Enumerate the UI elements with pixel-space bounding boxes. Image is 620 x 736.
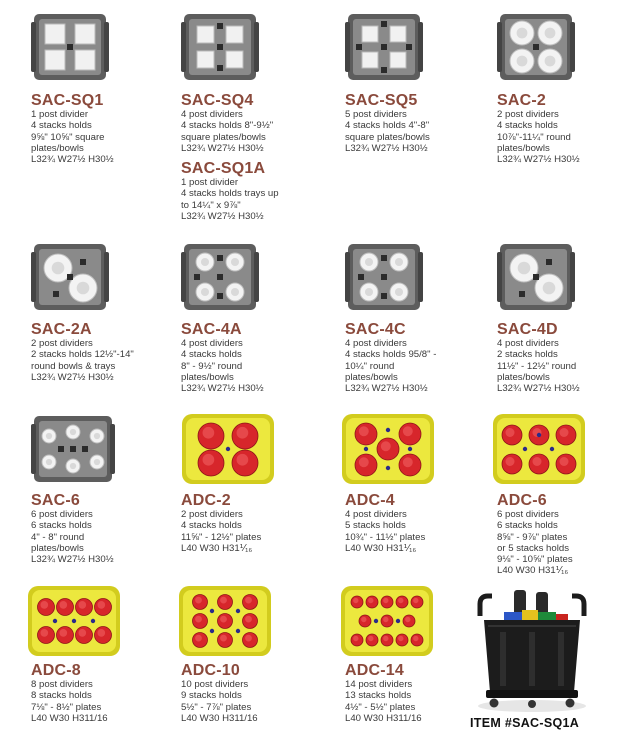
- plate-square: [390, 52, 406, 68]
- divider-post: [364, 447, 368, 451]
- divider-post: [381, 67, 387, 73]
- product-sac-2: [497, 8, 620, 165]
- product-adc-2: [181, 410, 331, 554]
- divider-post: [58, 446, 64, 452]
- divider-post: [386, 466, 390, 470]
- photo-caster: [490, 699, 499, 708]
- divider-post: [194, 274, 200, 280]
- photo-rib: [558, 632, 564, 686]
- divider-post: [210, 629, 214, 633]
- divider-post: [396, 619, 400, 623]
- product-sac-6-image: [31, 410, 115, 488]
- plate-highlight: [195, 616, 202, 623]
- plate-disc-center: [77, 282, 90, 295]
- plate-highlight: [368, 598, 373, 603]
- divider-post: [53, 619, 57, 623]
- plate-disc-center: [518, 262, 531, 275]
- plate-highlight: [220, 597, 227, 604]
- product-name: SAC-6: [31, 492, 81, 509]
- product-photo-sac-sq1a: [470, 582, 594, 714]
- product-name: SAC-SQ1: [31, 92, 104, 109]
- divider-post: [533, 274, 539, 280]
- plate-highlight: [368, 636, 373, 641]
- plate-square: [197, 51, 214, 68]
- plate-highlight: [560, 457, 569, 466]
- product-sac-6: [31, 410, 181, 565]
- product-desc: 8 post dividers 8 stacks holds 7⅛" - 8½" plates L40 W30 H311/16: [31, 679, 108, 724]
- divider-post: [53, 291, 59, 297]
- divider-post: [381, 255, 387, 261]
- plate-disc-center: [94, 433, 100, 439]
- plate-square: [197, 26, 214, 43]
- tray-handle: [345, 22, 350, 72]
- product-sac-2a: [31, 238, 181, 383]
- product-name: SAC-SQ5: [345, 92, 418, 109]
- tray-handle: [181, 252, 186, 302]
- tray-handle: [497, 252, 502, 302]
- plate-highlight: [381, 441, 391, 451]
- photo-caption: ITEM #SAC-SQ1A: [470, 716, 580, 730]
- plate-highlight: [59, 601, 67, 609]
- plate-highlight: [560, 428, 569, 437]
- plate-highlight: [203, 427, 215, 439]
- divider-post: [374, 619, 378, 623]
- divider-post: [386, 428, 390, 432]
- tray-handle: [104, 252, 109, 302]
- product-name: SAC-2: [497, 92, 547, 109]
- plate-highlight: [383, 617, 388, 622]
- product-sac-2a-image: [31, 238, 109, 316]
- product-adc-10-image: [178, 582, 272, 660]
- divider-post: [217, 274, 223, 280]
- product-adc-10: [178, 582, 328, 724]
- plate-highlight: [359, 457, 369, 467]
- plate-highlight: [203, 454, 215, 466]
- tray-handle: [31, 424, 36, 474]
- divider-post: [381, 21, 387, 27]
- product-desc: 4 post dividers 4 stacks holds 8"-9½" square plates/bowls L32¾ W27½ H30½: [181, 109, 274, 154]
- plate-highlight: [405, 617, 410, 622]
- plate-highlight: [413, 598, 418, 603]
- plate-highlight: [237, 427, 249, 439]
- product-sac-4d: [497, 238, 620, 394]
- product-sac-4d-image: [497, 238, 575, 316]
- plate-highlight: [506, 428, 515, 437]
- divider-post: [67, 274, 73, 280]
- plate-square: [75, 24, 95, 44]
- plate-highlight: [403, 457, 413, 467]
- plate-highlight: [220, 616, 227, 623]
- divider-post: [217, 44, 223, 50]
- plate-highlight: [359, 426, 369, 436]
- divider-post: [381, 274, 387, 280]
- plate-disc-center: [543, 282, 556, 295]
- plate-highlight: [245, 616, 252, 623]
- product-name: SAC-4C: [345, 321, 406, 338]
- divider-post: [381, 293, 387, 299]
- product-adc-14: [340, 582, 490, 724]
- tray-handle: [110, 424, 115, 474]
- divider-post: [358, 274, 364, 280]
- product-sac-4a-image: [181, 238, 259, 316]
- plate-disc-center: [46, 433, 52, 439]
- product-adc-6-image: [492, 410, 586, 488]
- divider-post: [236, 609, 240, 613]
- plate-highlight: [353, 636, 358, 641]
- divider-post: [226, 447, 230, 451]
- product-name: ADC-14: [345, 662, 404, 679]
- product-name: ADC-8: [31, 662, 81, 679]
- tray-handle: [31, 252, 36, 302]
- product-desc: 1 post divider 4 stacks holds trays up to 14¼" x 9⅞" L32¾ W27½ H30½: [181, 177, 279, 223]
- plate-square: [390, 26, 406, 42]
- divider-post: [82, 446, 88, 452]
- divider-post: [217, 293, 223, 299]
- product-name: ADC-6: [497, 492, 547, 509]
- plate-disc-center: [70, 463, 76, 469]
- plate-highlight: [97, 601, 105, 609]
- plate-highlight: [383, 598, 388, 603]
- product-sac-4a: [181, 238, 331, 394]
- product-sac-sq4-image: [181, 8, 259, 86]
- plate-square: [226, 51, 243, 68]
- divider-post: [356, 44, 362, 50]
- plate-disc-center: [52, 262, 65, 275]
- product-adc-4-image: [341, 410, 435, 488]
- product-name: SAC-4A: [181, 321, 242, 338]
- divider-post: [217, 65, 223, 71]
- divider-post: [67, 44, 73, 50]
- divider-post: [217, 23, 223, 29]
- product-adc-6: [492, 410, 620, 577]
- plate-highlight: [533, 457, 542, 466]
- product-desc: 4 post dividers 5 stacks holds 10¾" - 11½" plates L40 W30 H31⅟₁₆: [345, 509, 426, 554]
- plate-highlight: [78, 629, 86, 637]
- plate-disc-center: [517, 28, 528, 39]
- plate-square: [75, 50, 95, 70]
- divider-post: [91, 619, 95, 623]
- divider-post: [550, 447, 554, 451]
- plate-highlight: [78, 601, 86, 609]
- tray-handle: [181, 22, 186, 72]
- plate-highlight: [383, 636, 388, 641]
- divider-post: [406, 44, 412, 50]
- divider-post: [72, 619, 76, 623]
- photo-rib: [500, 632, 506, 686]
- divider-post: [210, 609, 214, 613]
- divider-post: [533, 44, 539, 50]
- product-adc-14-image: [340, 582, 434, 660]
- product-sac-sq5: [345, 8, 495, 154]
- product-adc-8-image: [27, 582, 121, 660]
- plate-highlight: [97, 629, 105, 637]
- plate-highlight: [506, 457, 515, 466]
- plate-disc-center: [94, 459, 100, 465]
- plate-disc-center: [201, 258, 209, 266]
- product-desc: 10 post dividers 9 stacks holds 5½" - 7⅞" plates L40 W30 H311/16: [181, 679, 258, 724]
- product-name: SAC-2A: [31, 321, 92, 338]
- product-desc: 2 post dividers 4 stacks holds 10⅞"-11¼" round plates/bowls L32¾ W27½ H30½: [497, 109, 580, 166]
- plate-disc-center: [231, 258, 239, 266]
- plate-highlight: [245, 635, 252, 642]
- divider-post: [546, 259, 552, 265]
- plate-highlight: [398, 598, 403, 603]
- product-sac-2-image: [497, 8, 575, 86]
- product-desc: 4 post dividers 2 stacks holds 11½" - 12½" round plates/bowls L32¾ W27½ H30½: [497, 338, 580, 395]
- tray-handle: [345, 252, 350, 302]
- tray-handle: [570, 252, 575, 302]
- product-name: SAC-SQ1A: [181, 160, 266, 178]
- plate-highlight: [195, 597, 202, 604]
- divider-post: [70, 446, 76, 452]
- plate-disc-center: [545, 28, 556, 39]
- photo-handle-right: [572, 596, 584, 616]
- product-sac-sq5-image: [345, 8, 423, 86]
- photo-caster: [528, 700, 536, 708]
- divider-post: [408, 447, 412, 451]
- plate-square: [45, 24, 65, 44]
- product-desc: 2 post dividers 2 stacks holds 12½"-14" round bowls & trays L32¾ W27½ H30½: [31, 338, 134, 383]
- plate-highlight: [398, 636, 403, 641]
- photo-caster: [566, 699, 575, 708]
- plate-highlight: [40, 629, 48, 637]
- divider-post: [236, 629, 240, 633]
- plate-disc-center: [46, 459, 52, 465]
- product-desc: 4 post dividers 4 stacks holds 95/8" - 10¼" round plates/bowls L32¾ W27½ H30½: [345, 338, 437, 395]
- plate-highlight: [220, 635, 227, 642]
- plate-disc-center: [70, 429, 76, 435]
- plate-highlight: [353, 598, 358, 603]
- plate-square: [226, 26, 243, 43]
- tray-handle: [418, 22, 423, 72]
- tray-handle: [254, 252, 259, 302]
- plate-square: [362, 26, 378, 42]
- divider-post: [519, 291, 525, 297]
- photo-handle-left: [480, 596, 492, 616]
- tray-handle: [418, 252, 423, 302]
- plate-highlight: [237, 454, 249, 466]
- product-adc-4: [341, 410, 491, 554]
- product-sac-4c: [345, 238, 495, 394]
- product-sac-sq1-image: [31, 8, 109, 86]
- product-name: SAC-4D: [497, 321, 558, 338]
- divider-post: [523, 447, 527, 451]
- product-adc-2-image: [181, 410, 275, 488]
- tray-handle: [254, 22, 259, 72]
- photo-rib: [529, 632, 535, 686]
- plate-disc-center: [365, 258, 373, 266]
- product-desc: 6 post dividers 6 stacks holds 8⅝" - 9⅞" plates or 5 stacks holds 9⅛" - 10⅝" plates L40 W30 H31⅟₁₆: [497, 509, 573, 577]
- divider-post: [381, 44, 387, 50]
- product-sac-sq4: [181, 8, 331, 222]
- plate-square: [362, 52, 378, 68]
- product-desc: 4 post dividers 4 stacks holds 8" - 9½" round plates/bowls L32¾ W27½ H30½: [181, 338, 264, 395]
- plate-highlight: [403, 426, 413, 436]
- tray-handle: [31, 22, 36, 72]
- photo-base: [486, 690, 578, 698]
- product-name: ADC-4: [345, 492, 395, 509]
- tray-handle: [104, 22, 109, 72]
- product-desc: 5 post dividers 4 stacks holds 4"-8" square plates/bowls L32¾ W27½ H30½: [345, 109, 430, 154]
- plate-disc-center: [395, 258, 403, 266]
- plate-highlight: [40, 601, 48, 609]
- product-adc-8: [27, 582, 177, 724]
- plate-disc-center: [395, 288, 403, 296]
- tray-handle: [497, 22, 502, 72]
- plate-highlight: [413, 636, 418, 641]
- plate-disc-center: [231, 288, 239, 296]
- product-name: ADC-10: [181, 662, 240, 679]
- plate-square: [45, 50, 65, 70]
- divider-post: [537, 433, 541, 437]
- divider-post: [217, 255, 223, 261]
- plate-highlight: [361, 617, 366, 622]
- divider-post: [80, 259, 86, 265]
- plate-disc-center: [201, 288, 209, 296]
- product-desc: 6 post dividers 6 stacks holds 4" - 8" round plates/bowls L32¾ W27½ H30½: [31, 509, 114, 566]
- plate-disc-center: [365, 288, 373, 296]
- plate-highlight: [59, 629, 67, 637]
- tray-handle: [570, 22, 575, 72]
- product-name: ADC-2: [181, 492, 231, 509]
- plate-disc-center: [517, 56, 528, 67]
- product-desc: 1 post divider 4 stacks holds 9⅝" 10⅝" square plates/bowls L32¾ W27½ H30½: [31, 109, 114, 166]
- product-sac-sq1: [31, 8, 181, 165]
- product-desc: 14 post dividers 13 stacks holds 4½" - 5½" plates L40 W30 H311/16: [345, 679, 422, 724]
- product-desc: 2 post dividers 4 stacks holds 11⅝" - 12½" plates L40 W30 H31⅟₁₆: [181, 509, 262, 554]
- plate-highlight: [195, 635, 202, 642]
- product-sac-4c-image: [345, 238, 423, 316]
- plate-highlight: [245, 597, 252, 604]
- product-name: SAC-SQ4: [181, 92, 254, 109]
- plate-disc-center: [545, 56, 556, 67]
